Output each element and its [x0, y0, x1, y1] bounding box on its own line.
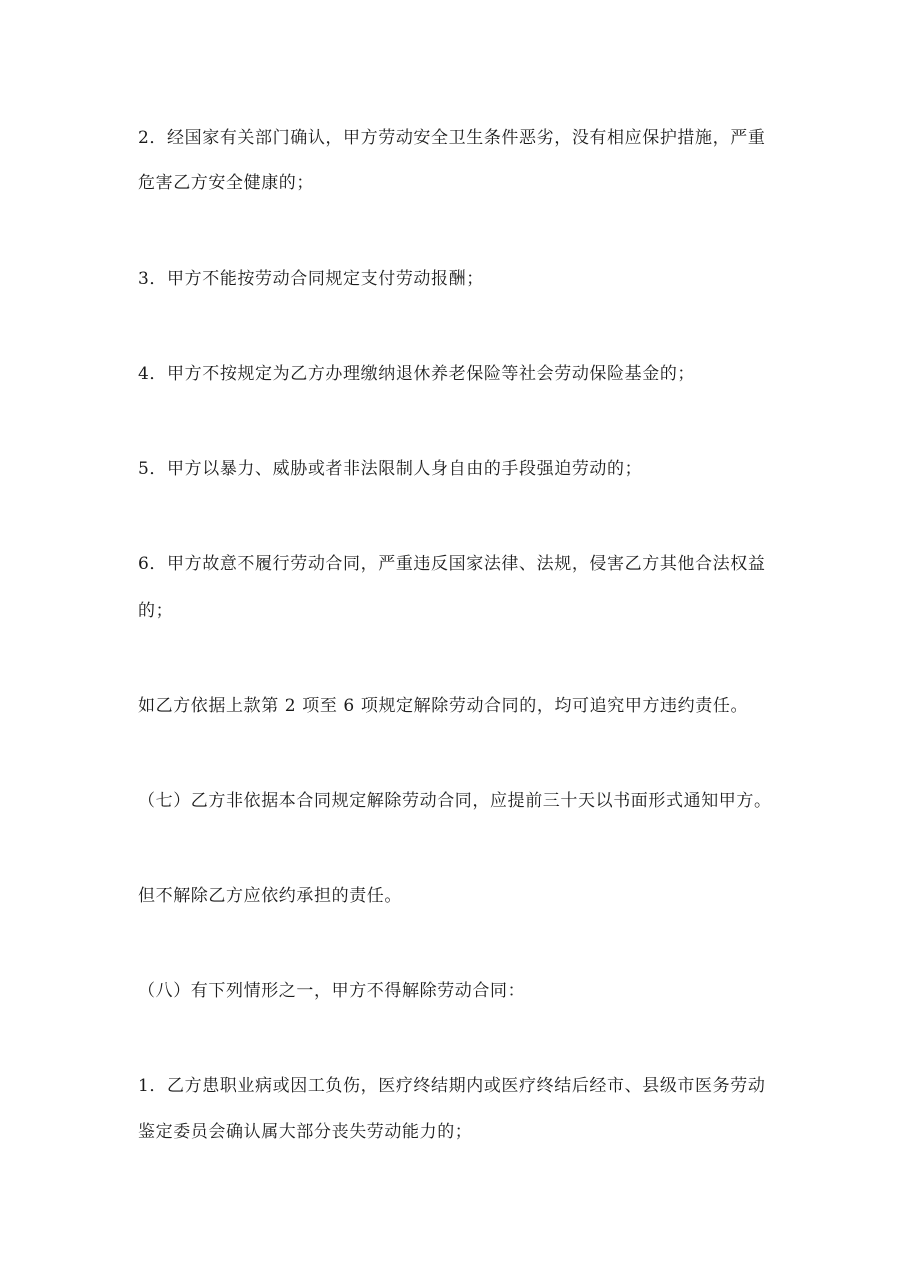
text-line-4: 4．甲方不按规定为乙方办理缴纳退休养老保险等社会劳动保险基金的；: [138, 364, 696, 384]
text-line-8: 如乙方依据上款第 2 项至 6 项规定解除劳动合同的，均可追究甲方违约责任。: [138, 696, 749, 716]
text-line-3: 3．甲方不能按劳动合同规定支付劳动报酬；: [138, 269, 484, 289]
text-line-6: 6．甲方故意不履行劳动合同，严重违反国家法律、法规，侵害乙方其他合法权益: [138, 554, 766, 574]
text-line-11: （八）有下列情形之一，甲方不得解除劳动合同：: [138, 981, 526, 1001]
text-line-13: 鉴定委员会确认属大部分丧失劳动能力的；: [138, 1122, 473, 1142]
text-line-10: 但不解除乙方应依约承担的责任。: [138, 886, 402, 906]
text-line-5: 5．甲方以暴力、威胁或者非法限制人身自由的手段强迫劳动的；: [138, 459, 643, 479]
text-line-1: 2．经国家有关部门确认，甲方劳动安全卫生条件恶劣，没有相应保护措施，严重: [138, 128, 766, 148]
text-line-7: 的；: [138, 601, 174, 621]
text-line-12: 1．乙方患职业病或因工负伤，医疗终结期内或医疗终结后经市、县级市医务劳动: [138, 1076, 766, 1096]
text-line-9: （七）乙方非依据本合同规定解除劳动合同，应提前三十天以书面形式通知甲方。: [138, 791, 772, 811]
text-line-2: 危害乙方安全健康的；: [138, 173, 314, 193]
